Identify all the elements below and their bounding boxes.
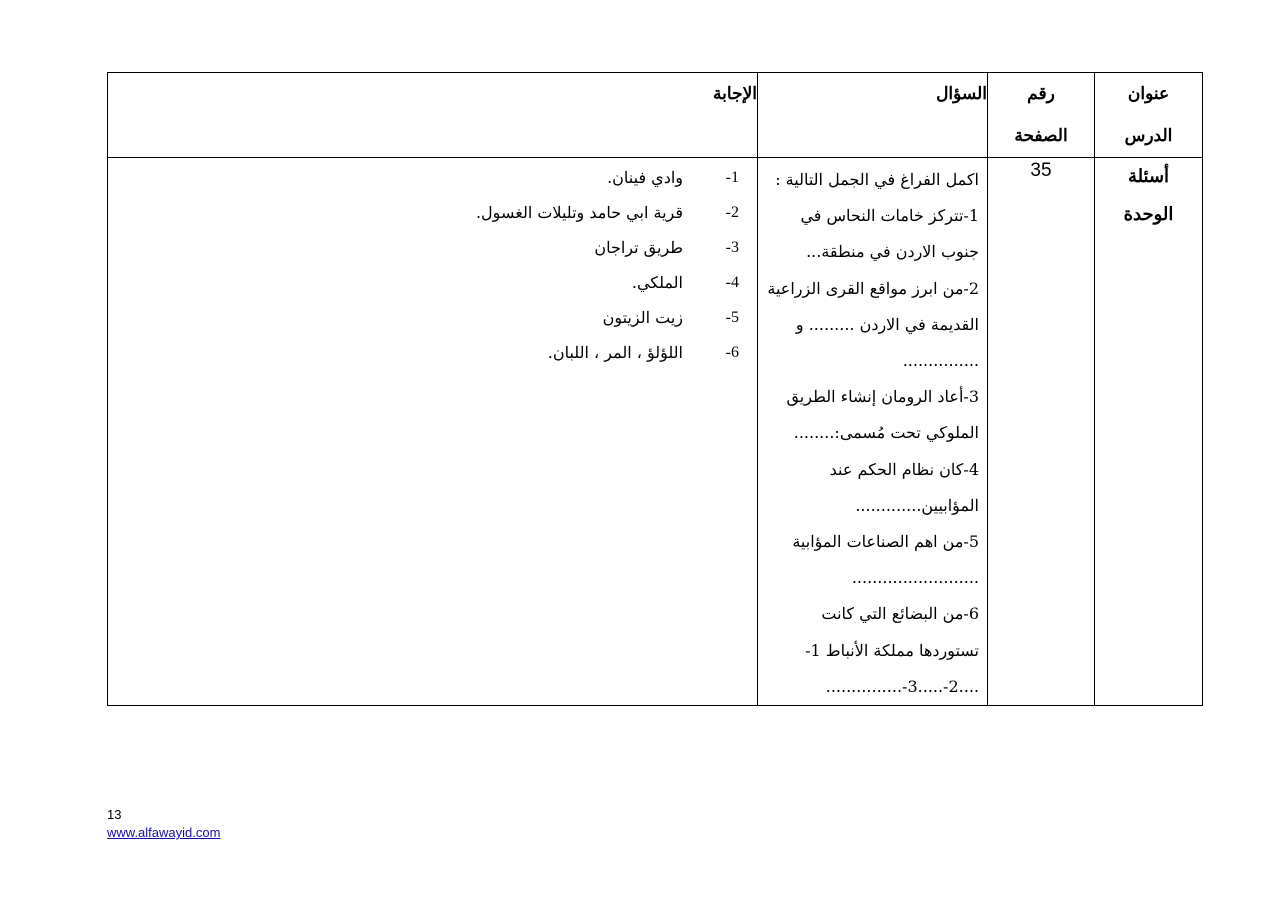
question-cell — [758, 158, 988, 706]
question-line: اكمل الفراغ في الجمل التالية : — [775, 170, 979, 189]
table-header-row — [108, 73, 1203, 158]
answer-text: الملكي. — [631, 273, 683, 292]
question-line: ....2-.....3-............... — [825, 676, 979, 696]
answer-text: وادي فينان. — [607, 168, 683, 187]
header-lesson-title-line1: عنوان — [1127, 84, 1170, 104]
header-page-number — [988, 73, 1095, 158]
question-line: القديمة في الاردن ......... و — [795, 314, 979, 334]
question-line: ......................... — [851, 568, 979, 588]
question-line: 4-كان نظام الحكم عند — [829, 459, 979, 479]
table-row — [108, 158, 1203, 706]
header-question-label: السؤال — [936, 84, 987, 104]
answer-number: 1- — [725, 169, 739, 186]
answer-text: طريق تراجان — [594, 238, 683, 257]
lesson-title-line1: أسئلة — [1127, 166, 1170, 187]
questions-table — [107, 72, 1203, 706]
page-number-cell — [988, 158, 1095, 706]
header-page-number-line1: رقم — [1027, 84, 1055, 104]
answer-text: زيت الزيتون — [602, 308, 683, 327]
header-lesson-title-line2: الدرس — [1124, 126, 1173, 146]
answer-number: 2- — [725, 204, 739, 221]
question-line: تستوردها مملكة الأنباط 1- — [805, 640, 979, 660]
footer-page-number: 13 — [107, 807, 122, 822]
question-line: الملوكي تحت مُسمى:........ — [793, 423, 979, 443]
answer-text: قرية ابي حامد وتليلات الغسول. — [475, 203, 683, 222]
question-line: 3-أعاد الرومان إنشاء الطريق — [786, 387, 979, 407]
page-number-value: 35 — [1030, 160, 1052, 181]
question-line: 5-من اهم الصناعات المؤابية — [792, 532, 979, 552]
header-page-number-line2: الصفحة — [1014, 126, 1068, 146]
lesson-title-cell — [1095, 158, 1203, 706]
header-question — [758, 73, 988, 158]
header-lesson-title — [1095, 73, 1203, 158]
header-answer — [108, 73, 758, 158]
question-line: 6-من البضائع التي كانت — [821, 604, 979, 624]
list-item — [108, 300, 757, 335]
question-line: المؤابيين............. — [855, 495, 979, 515]
page-footer — [107, 806, 220, 842]
list-item — [108, 160, 757, 195]
question-line: جنوب الاردن في منطقة... — [806, 242, 979, 262]
header-answer-label: الإجابة — [713, 84, 757, 104]
list-item — [108, 265, 757, 300]
answer-number: 5- — [725, 309, 739, 326]
answer-text: اللؤلؤ ، المر ، اللبان. — [547, 343, 683, 362]
answer-number: 6- — [725, 344, 739, 361]
question-list — [758, 158, 987, 705]
answer-cell — [108, 158, 758, 706]
answer-list — [108, 158, 757, 370]
list-item — [108, 195, 757, 230]
lesson-title-line2: الوحدة — [1123, 204, 1174, 225]
footer-site-link[interactable]: www.alfawayid.com — [107, 825, 221, 840]
list-item — [108, 335, 757, 370]
question-line: 2-من ابرز مواقع القرى الزراعية — [767, 278, 979, 298]
list-item — [108, 230, 757, 265]
answer-number: 4- — [725, 274, 739, 291]
question-line: 1-تتركز خامات النحاس في — [800, 206, 979, 226]
question-line: ............... — [902, 351, 979, 371]
answer-number: 3- — [725, 239, 739, 256]
